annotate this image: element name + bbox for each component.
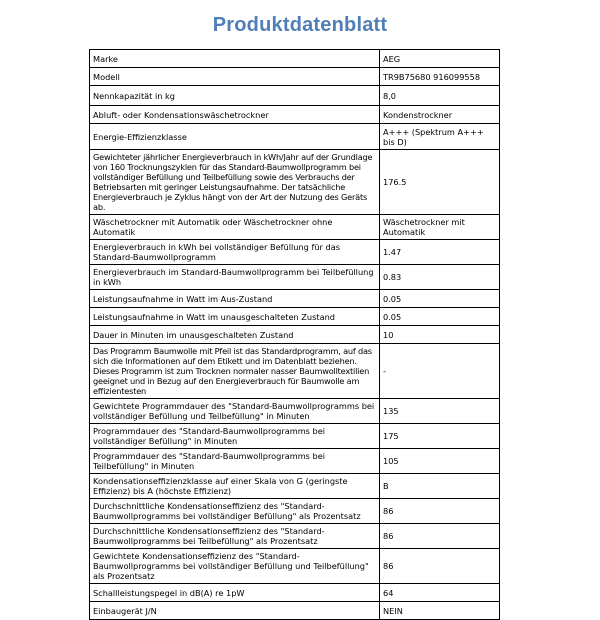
row-label: Nennkapazität in kg	[90, 86, 380, 106]
row-value: 176.5	[380, 150, 500, 215]
row-value: A+++ (Spektrum A+++ bis D)	[380, 124, 500, 150]
row-value: 175	[380, 424, 500, 449]
row-label: Einbaugerät J/N	[90, 602, 380, 620]
row-label: Leistungsaufnahme in Watt im unausgeschalteten Zustand	[90, 308, 380, 326]
row-value: AEG	[380, 50, 500, 68]
table-row	[90, 584, 500, 602]
row-value: 105	[380, 449, 500, 474]
table-row	[90, 308, 500, 326]
row-value: Kondenstrockner	[380, 106, 500, 124]
row-label: Modell	[90, 68, 380, 86]
row-value: Wäschetrockner mit Automatik	[380, 215, 500, 240]
table-row	[90, 86, 500, 106]
row-label: Kondensationseffizienzklasse auf einer Skala von G (geringste Effizienz) bis A (höchste Effizienz)	[90, 474, 380, 499]
row-label: Durchschnittliche Kondensationseffizienz des "Standard-Baumwollprogramms bei Teilbefüllung" als Prozentsatz	[90, 524, 380, 549]
table-row	[90, 449, 500, 474]
row-label: Marke	[90, 50, 380, 68]
row-value: TR9B75680 916099558	[380, 68, 500, 86]
row-value: 8,0	[380, 86, 500, 106]
table-row	[90, 499, 500, 524]
row-value: 0.05	[380, 290, 500, 308]
table-row	[90, 602, 500, 620]
row-value: B	[380, 474, 500, 499]
table-row	[90, 549, 500, 584]
row-label: Programmdauer des "Standard-Baumwollprogramms bei vollständiger Befüllung" in Minuten	[90, 424, 380, 449]
row-value: 0.05	[380, 308, 500, 326]
table-row	[90, 215, 500, 240]
row-label: Gewichtete Kondensationseffizienz des "Standard-Baumwollprogramms bei vollständiger Befüllung und Teilbefüllung" als Prozentsatz	[90, 549, 380, 584]
row-label: Energie-Effizienzklasse	[90, 124, 380, 150]
row-value: 0.83	[380, 265, 500, 290]
row-value: 64	[380, 584, 500, 602]
row-value: 10	[380, 326, 500, 344]
row-value: 135	[380, 399, 500, 424]
row-value: 86	[380, 549, 500, 584]
table-row	[90, 50, 500, 68]
table-row	[90, 124, 500, 150]
page-title: Produktdatenblatt	[212, 14, 388, 36]
product-data-table	[89, 49, 500, 620]
row-label: Leistungsaufnahme in Watt im Aus-Zustand	[90, 290, 380, 308]
row-value: NEIN	[380, 602, 500, 620]
table-row	[90, 326, 500, 344]
table-row	[90, 106, 500, 124]
row-label: Programmdauer des "Standard-Baumwollprogramms bei Teilbefüllung" in Minuten	[90, 449, 380, 474]
row-label: Energieverbrauch in kWh bei vollständiger Befüllung für das Standard-Baumwollprogramm	[90, 240, 380, 265]
row-label: Energieverbrauch im Standard-Baumwollprogramm bei Teilbefüllung in kWh	[90, 265, 380, 290]
table-row	[90, 290, 500, 308]
table-row	[90, 68, 500, 86]
row-label: Wäschetrockner mit Automatik oder Wäschetrockner ohne Automatik	[90, 215, 380, 240]
row-label: Schallleistungspegel in dB(A) re 1pW	[90, 584, 380, 602]
row-value: -	[380, 344, 500, 399]
table-row	[90, 424, 500, 449]
table-row	[90, 524, 500, 549]
row-label: Gewichtete Programmdauer des "Standard-Baumwollprogramms bei vollständiger Befüllung und Teilbefüllung" in Minuten	[90, 399, 380, 424]
table-row	[90, 344, 500, 399]
row-value: 1.47	[380, 240, 500, 265]
table-row	[90, 474, 500, 499]
row-value: 86	[380, 524, 500, 549]
row-value: 86	[380, 499, 500, 524]
row-label: Das Programm Baumwolle mit Pfeil ist das Standardprogramm, auf das sich die Informationen auf dem Etikett und im Datenblatt beziehen. Dieses Programm ist zum Trocknen normaler nasser Baumwolltextilien geeignet und in Bezug auf den Energieverbrauch für Baumwolle am effizientesten	[90, 344, 380, 399]
table-row	[90, 240, 500, 265]
row-label: Abluft- oder Kondensationswäschetrockner	[90, 106, 380, 124]
row-label: Dauer in Minuten im unausgeschalteten Zustand	[90, 326, 380, 344]
table-row	[90, 265, 500, 290]
table-row	[90, 150, 500, 215]
row-label: Gewichteter jährlicher Energieverbrauch in kWh/Jahr auf der Grundlage von 160 Trocknungszyklen für das Standard-Baumwollprogramm bei vollständiger Befüllung und Teilbefüllung sowie des Verbrauchs der Betriebsarten mit geringer Leistungsaufnahme. Der tatsächliche Energieverbrauch je Zyklus hängt von der Art der Nutzung des Geräts ab.	[90, 150, 380, 215]
row-label: Durchschnittliche Kondensationseffizienz des "Standard-Baumwollprogramms bei vollständiger Befüllung" als Prozentsatz	[90, 499, 380, 524]
table-row	[90, 399, 500, 424]
